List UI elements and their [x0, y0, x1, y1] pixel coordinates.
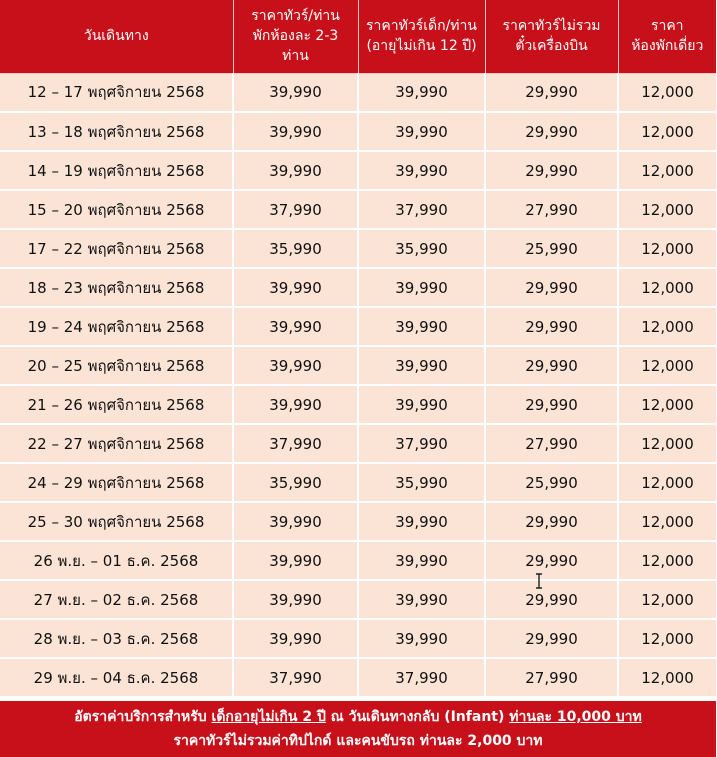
footer-notes: [0, 701, 716, 757]
header-text-line: วันเดินทาง: [83, 28, 149, 45]
single-room-cell: 12,000: [618, 190, 716, 229]
travel-date-cell: 18 – 23 พฤศจิกายน 2568: [0, 268, 233, 307]
travel-date-cell: 13 – 18 พฤศจิกายน 2568: [0, 112, 233, 151]
child-price-cell: 39,990: [358, 73, 485, 112]
child-price-cell: 39,990: [358, 580, 485, 619]
travel-date-cell: 14 – 19 พฤศจิกายน 2568: [0, 151, 233, 190]
child-price-cell: 37,990: [358, 190, 485, 229]
header-text-line: (อายุไม่เกิน 12 ปี): [366, 38, 477, 55]
no-ticket-price-cell: 25,990: [485, 463, 618, 502]
single-room-cell: 12,000: [618, 268, 716, 307]
table-header: [0, 0, 716, 73]
single-room-cell: 12,000: [618, 541, 716, 580]
single-room-cell: 12,000: [618, 658, 716, 697]
child-price-cell: 39,990: [358, 619, 485, 658]
no-ticket-price-cell: 29,990: [485, 580, 618, 619]
travel-date-cell: 24 – 29 พฤศจิกายน 2568: [0, 463, 233, 502]
adult-price-cell: 39,990: [233, 502, 358, 541]
child-price-cell: 39,990: [358, 151, 485, 190]
header-text-line: ท่าน: [282, 48, 309, 65]
table-row: [0, 346, 716, 385]
travel-date-cell: 21 – 26 พฤศจิกายน 2568: [0, 385, 233, 424]
child-price-cell: 37,990: [358, 424, 485, 463]
table-row: [0, 112, 716, 151]
no-ticket-price-cell: 29,990: [485, 619, 618, 658]
table-row: [0, 502, 716, 541]
travel-date-cell: 26 พ.ย. – 01 ธ.ค. 2568: [0, 541, 233, 580]
no-ticket-price-cell: 29,990: [485, 502, 618, 541]
table-row: [0, 307, 716, 346]
header-no-ticket-price: [485, 0, 618, 73]
child-price-cell: 39,990: [358, 502, 485, 541]
infant-rate-note: [0, 705, 716, 729]
no-ticket-price-cell: 29,990: [485, 541, 618, 580]
table-row: [0, 619, 716, 658]
table-row: [0, 151, 716, 190]
adult-price-cell: 35,990: [233, 229, 358, 268]
travel-date-cell: 12 – 17 พฤศจิกายน 2568: [0, 73, 233, 112]
single-room-cell: 12,000: [618, 73, 716, 112]
adult-price-cell: 39,990: [233, 151, 358, 190]
travel-date-cell: 15 – 20 พฤศจิกายน 2568: [0, 190, 233, 229]
table-row: [0, 385, 716, 424]
header-text-line: ห้องพักเดี่ยว: [631, 38, 704, 55]
adult-price-cell: 39,990: [233, 73, 358, 112]
single-room-cell: 12,000: [618, 385, 716, 424]
adult-price-cell: 39,990: [233, 619, 358, 658]
child-price-cell: 35,990: [358, 229, 485, 268]
adult-price-cell: 39,990: [233, 385, 358, 424]
table-row: [0, 541, 716, 580]
table-row: [0, 190, 716, 229]
table-row: [0, 463, 716, 502]
no-ticket-price-cell: 29,990: [485, 112, 618, 151]
table-row: [0, 268, 716, 307]
header-child-price: [358, 0, 485, 73]
single-room-cell: 12,000: [618, 424, 716, 463]
header-text-line: ราคาทัวร์/ท่าน: [251, 8, 340, 25]
child-price-cell: 37,990: [358, 658, 485, 697]
child-price-cell: 35,990: [358, 463, 485, 502]
no-ticket-price-cell: 27,990: [485, 190, 618, 229]
footer-text: อัตราค่าบริการสำหรับ: [74, 709, 212, 725]
travel-date-cell: 22 – 27 พฤศจิกายน 2568: [0, 424, 233, 463]
text-cursor-icon: [535, 573, 543, 589]
table-row: [0, 73, 716, 112]
header-travel-date: [0, 0, 233, 73]
travel-date-cell: 20 – 25 พฤศจิกายน 2568: [0, 346, 233, 385]
travel-date-cell: 28 พ.ย. – 03 ธ.ค. 2568: [0, 619, 233, 658]
tip-note: ราคาทัวร์ไม่รวมค่าทิปไกด์ และคนขับรถ ท่านละ 2,000 บาท: [173, 733, 543, 749]
footer-text: ณ วันเดินทางกลับ (Infant): [325, 709, 510, 725]
single-room-cell: 12,000: [618, 580, 716, 619]
no-ticket-price-cell: 29,990: [485, 151, 618, 190]
single-room-cell: 12,000: [618, 229, 716, 268]
single-room-cell: 12,000: [618, 112, 716, 151]
adult-price-cell: 39,990: [233, 346, 358, 385]
header-row: [0, 0, 716, 73]
header-text-line: พักห้องละ 2-3: [252, 28, 339, 45]
table-row: [0, 229, 716, 268]
footer-emphasis: ท่านละ 10,000 บาท: [509, 709, 642, 725]
no-ticket-price-cell: 25,990: [485, 229, 618, 268]
adult-price-cell: 39,990: [233, 112, 358, 151]
no-ticket-price-cell: 29,990: [485, 268, 618, 307]
no-ticket-price-cell: 27,990: [485, 658, 618, 697]
single-room-cell: 12,000: [618, 151, 716, 190]
adult-price-cell: 37,990: [233, 658, 358, 697]
no-ticket-price-cell: 29,990: [485, 385, 618, 424]
single-room-cell: 12,000: [618, 463, 716, 502]
table-row: [0, 658, 716, 697]
footer-emphasis: เด็กอายุไม่เกิน 2 ปี: [211, 709, 326, 725]
single-room-cell: 12,000: [618, 619, 716, 658]
no-ticket-price-cell: 27,990: [485, 424, 618, 463]
header-text-line: ราคา: [650, 18, 684, 35]
adult-price-cell: 39,990: [233, 268, 358, 307]
child-price-cell: 39,990: [358, 112, 485, 151]
single-room-cell: 12,000: [618, 307, 716, 346]
child-price-cell: 39,990: [358, 385, 485, 424]
child-price-cell: 39,990: [358, 541, 485, 580]
adult-price-cell: 35,990: [233, 463, 358, 502]
adult-price-cell: 39,990: [233, 307, 358, 346]
travel-date-cell: 19 – 24 พฤศจิกายน 2568: [0, 307, 233, 346]
table-row: [0, 424, 716, 463]
header-text-line: ตั๋วเครื่องบิน: [515, 38, 588, 55]
single-room-cell: 12,000: [618, 346, 716, 385]
table-row: [0, 580, 716, 619]
table-body: [0, 73, 716, 697]
travel-date-cell: 17 – 22 พฤศจิกายน 2568: [0, 229, 233, 268]
header-text-line: ราคาทัวร์เด็ก/ท่าน: [366, 18, 477, 35]
child-price-cell: 39,990: [358, 307, 485, 346]
adult-price-cell: 39,990: [233, 541, 358, 580]
no-ticket-price-cell: 29,990: [485, 73, 618, 112]
no-ticket-price-cell: 29,990: [485, 307, 618, 346]
header-single-room: [618, 0, 716, 73]
no-ticket-price-cell: 29,990: [485, 346, 618, 385]
child-price-cell: 39,990: [358, 346, 485, 385]
travel-date-cell: 29 พ.ย. – 04 ธ.ค. 2568: [0, 658, 233, 697]
adult-price-cell: 37,990: [233, 190, 358, 229]
single-room-cell: 12,000: [618, 502, 716, 541]
travel-date-cell: 25 – 30 พฤศจิกายน 2568: [0, 502, 233, 541]
header-text-line: ราคาทัวร์ไม่รวม: [502, 18, 601, 35]
adult-price-cell: 39,990: [233, 580, 358, 619]
adult-price-cell: 37,990: [233, 424, 358, 463]
header-adult-price: [233, 0, 358, 73]
travel-date-cell: 27 พ.ย. – 02 ธ.ค. 2568: [0, 580, 233, 619]
child-price-cell: 39,990: [358, 268, 485, 307]
